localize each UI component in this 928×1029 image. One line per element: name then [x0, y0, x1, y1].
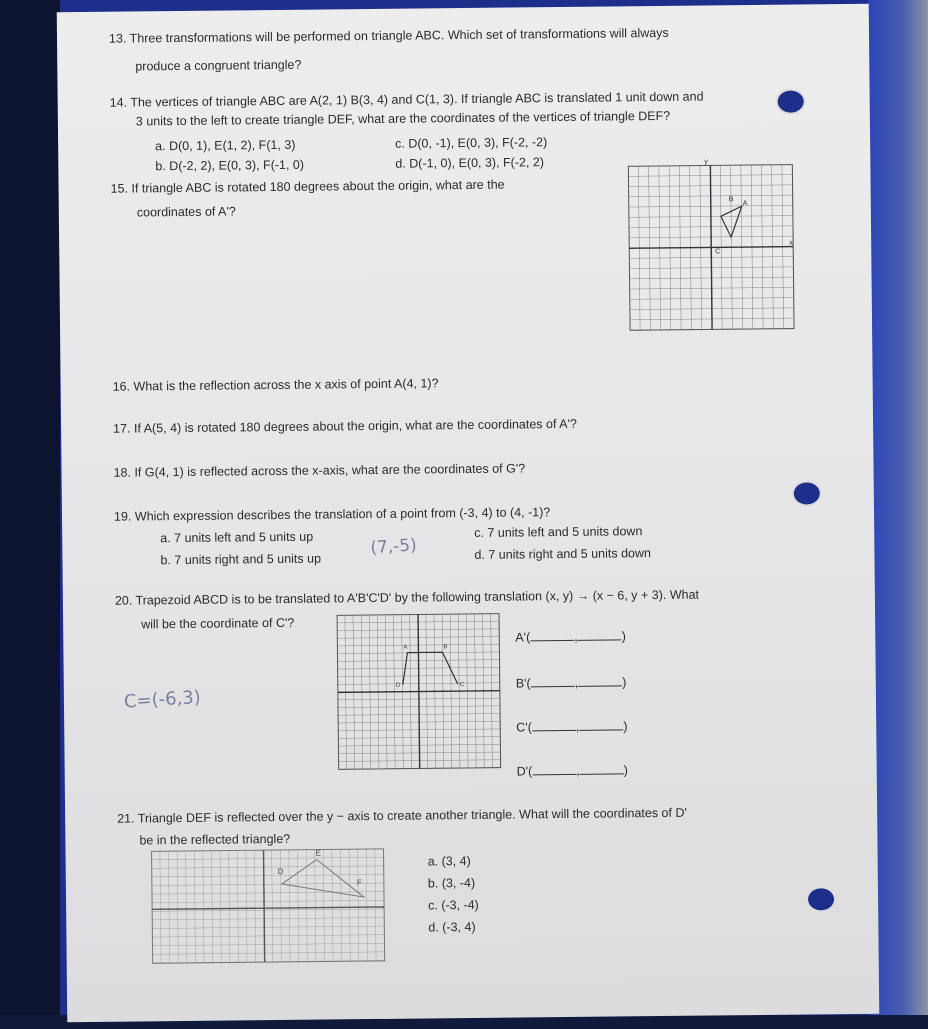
- label-y: y: [704, 158, 708, 166]
- q20-text: 20. Trapezoid ABCD is to be translated to A'B'C'D' by the following translation (x, y) → (x − 6, y + 3). What: [114, 587, 700, 608]
- q21-text: 21. Triangle DEF is reflected over the y − axis to create another triangle. What will the coordinates of D': [117, 805, 687, 826]
- q21-coordinate-grid: [152, 849, 385, 963]
- q21-choice-d: d. (-3, 4): [428, 919, 476, 935]
- label-e: E: [315, 848, 321, 858]
- q19-choice-a: a. 7 units left and 5 units up: [160, 529, 314, 546]
- q21-choice-c: c. (-3, -4): [428, 897, 479, 913]
- q14-text: 14. The vertices of triangle ABC are A(2, 1) B(3, 4) and C(1, 3). If triangle ABC is translated 1 unit down and: [109, 89, 704, 110]
- q19-choice-d: d. 7 units right and 5 units down: [474, 546, 652, 562]
- answer-blank-c[interactable]: C'( , ): [516, 719, 628, 735]
- handwritten-answer: C=(-6,3): [123, 686, 202, 713]
- q15-text: 15. If triangle ABC is rotated 180 degrees about the origin, what are the: [110, 177, 505, 196]
- q14-choice-d: d. D(-1, 0), E(0, 3), F(-2, 2): [395, 155, 545, 171]
- answer-blank-d[interactable]: D'( , ): [516, 763, 629, 779]
- label-c: C: [715, 248, 721, 256]
- q14-choice-c: c. D(0, -1), E(0, 3), F(-2, -2): [395, 135, 548, 151]
- q16-text: 16. What is the reflection across the x axis of point A(4, 1)?: [112, 376, 439, 394]
- q17-text: 17. If A(5, 4) is rotated 180 degrees about the origin, what are the coordinates of A'?: [113, 416, 577, 436]
- answer-blank-a[interactable]: A'( , ): [515, 629, 626, 645]
- q14-text: 3 units to the left to create triangle DEF, what are the coordinates of the vertices of triangle DEF?: [135, 108, 671, 129]
- q14-choice-a: a. D(0, 1), E(1, 2), F(1, 3): [155, 137, 296, 154]
- q21-choice-b: b. (3, -4): [427, 875, 476, 891]
- binder-hole-icon: [776, 88, 806, 114]
- q19-text: 19. Which expression describes the translation of a point from (-3, 4) to (4, -1)?: [113, 505, 551, 524]
- q21-choice-a: a. (3, 4): [427, 853, 471, 869]
- label-b: B: [728, 196, 734, 204]
- label-f: F: [356, 878, 362, 888]
- q20-text: will be the coordinate of C'?: [141, 615, 295, 632]
- q19-choice-b: b. 7 units right and 5 units up: [160, 551, 322, 568]
- q21-text: be in the reflected triangle?: [139, 831, 291, 848]
- q15-coordinate-grid: [628, 158, 794, 331]
- q15-text: coordinates of A'?: [136, 204, 236, 220]
- label-x: x: [789, 239, 793, 247]
- q19-choice-c: c. 7 units left and 5 units down: [474, 524, 643, 540]
- label-d: D: [395, 682, 401, 689]
- q20-coordinate-grid: [337, 614, 501, 770]
- q13-text: 13. Three transformations will be performed on triangle ABC. Which set of transformations will always: [108, 25, 669, 46]
- answer-blank-b[interactable]: B'( , ): [515, 675, 627, 691]
- label-a: A: [742, 200, 748, 208]
- q13-text: produce a congruent triangle?: [135, 57, 302, 74]
- handwritten-answer: (7,-5): [369, 535, 418, 559]
- q18-text: 18. If G(4, 1) is reflected across the x-axis, what are the coordinates of G'?: [113, 461, 526, 480]
- label-b: B: [443, 644, 448, 651]
- binder-hole-icon: [806, 886, 836, 912]
- label-a: A: [403, 644, 408, 651]
- label-c: C: [459, 682, 465, 689]
- worksheet-page: [57, 4, 880, 1022]
- q14-choice-b: b. D(-2, 2), E(0, 3), F(-1, 0): [155, 157, 305, 174]
- folder-edge-left: [0, 0, 60, 1029]
- label-d: D: [277, 866, 284, 877]
- binder-hole-icon: [792, 480, 822, 506]
